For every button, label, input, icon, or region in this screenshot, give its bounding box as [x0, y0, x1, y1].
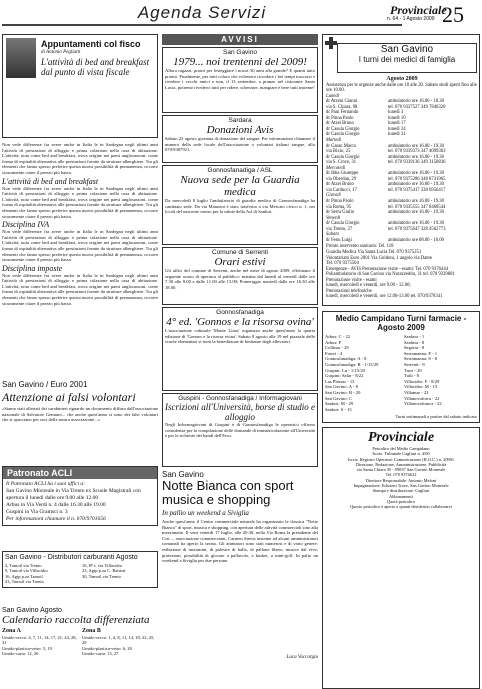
fisco-heading: Appuntamenti col fisco	[41, 39, 141, 49]
list-item: Umido-secco: 1, 4, 8, 11, 14, 18, 22, 25, 29	[82, 634, 155, 646]
schedule-name: dr Atzei Bruno	[326, 121, 354, 127]
schedule-info: lunedì 17	[388, 121, 406, 127]
schedule-name: via Roma, 95	[326, 204, 352, 210]
acli-item: San Gavino Monreale in Via Trento ex Scuole Magistrali con apertura il lunedì dalle ore 9.00 alle 12.00	[6, 488, 141, 501]
article-signature: Luca Vaccargiu	[286, 655, 318, 660]
footer-line: lunedì, mercoledì e venerdì, ore 9.00 - 12.00;	[326, 283, 411, 289]
list-item: San Gavino: C	[325, 395, 353, 401]
footer-line: Volontariato Euro 2001 Via Goldoni, 1 angolo via Dante	[326, 255, 432, 261]
issue-info: n. 64 - 1 Agosto 2009	[387, 16, 435, 22]
schedule-info: ambulatorio ore 16.00 - 18.30	[388, 99, 444, 105]
footer-line: Poliambulatorio di San Gavino via Nurazzeddu, 31 tel. 070 9339801	[326, 272, 455, 278]
list-item: Umido-carta: 12, 26	[2, 651, 39, 657]
article-kicker: San Gavino / Euro 2001	[2, 380, 88, 389]
article-title: Attenzione ai falsi volontari	[2, 390, 136, 404]
author-photo	[6, 38, 36, 78]
list-item: Villacidro: M - 15	[404, 384, 438, 390]
list-item: San Gavino: B - 29	[325, 389, 361, 395]
masthead-logo: Provinciale	[390, 3, 447, 17]
list-item: Sardara - 1	[404, 334, 425, 339]
footer-line: Guardia Medica Via Santa Lucia Tel. 070 9375251	[326, 249, 422, 255]
article-title: Notte Bianca con sport musica e shopping	[162, 478, 294, 507]
page-number: 25	[442, 2, 464, 27]
zone-b	[82, 628, 158, 657]
acli-body	[3, 479, 157, 525]
list-item: Umido-secco: 4, 7, 11, 14, 17, 21, 24, 28, 31	[2, 634, 77, 646]
acli-item: Arbus in Via Verdi n. 4 dalle 16.30 alle 19.00	[6, 502, 106, 508]
schedule-name: dr Ibba Giuseppe	[326, 171, 359, 177]
raccolta-article	[2, 607, 158, 657]
medici-body	[326, 77, 478, 300]
schedule-name: Sabato	[326, 232, 340, 238]
acli-title: Patronato ACLI	[3, 467, 157, 479]
fisco-text: Non vede differenze fra avere anche in Italia le in Sardegna negli ultimi anni l'attività di prestazioni di alloggio e prima colazione nella casa di abitazione. L'attività, nota come bed and breakfast, trova origine nei paesi anglosassoni, come forma di ospitalità alternativa alle prestazioni fornite da strutture alberghiere. Tra gli elementi che fanno spesso preferire questa nuova possibilità di permanenza, occorre sicuramente citare il prezzo più basso.	[2, 142, 158, 175]
list-item: Serramanna: F - 1	[404, 350, 438, 356]
schedule-name: via Oberdan, 29	[326, 176, 357, 182]
imprint-line: Impaginazione: Edizioni Trave, San Gavino Monreale	[353, 483, 449, 489]
schedule-name: Giovedì	[326, 193, 341, 199]
footer-line: Tel. 070 9375504	[326, 261, 359, 267]
imprint-body	[325, 446, 477, 510]
footer-line: Prenotazioni telefoniche	[326, 288, 372, 294]
schedule-info: tel. 070 9337527 349 7846320	[388, 104, 446, 110]
zone-label: Zona A	[2, 628, 21, 634]
article-body: L'associazione culturale 'Monte Linas' organizza anche quest'anno la quarta edizione di 'Gonnos e la risorsa ovina'. Sabato 8 agosto alle 19 nel piazzale delle scuole elementari si terrà la benedizione di bestiame degli allevatori.	[165, 328, 315, 345]
article-kicker: Guspini - Gonnosfanadiga / Informagiovani	[178, 395, 302, 402]
schedule-name: dr Atzeni Gianni	[326, 99, 358, 105]
list-item: Villacidro: F - 8/29	[404, 378, 440, 384]
list-item: San Gavino: A - 8	[325, 384, 358, 390]
list-item: Umido-plastica-vetro: 5, 19	[2, 645, 52, 651]
medici-footer	[326, 244, 478, 299]
article-kicker: Sardara	[228, 117, 252, 124]
medici-title-box	[337, 43, 477, 73]
schedule-row	[326, 238, 478, 244]
acli-box	[2, 466, 158, 526]
falsi-volontari-article	[2, 380, 158, 448]
distributori-list	[5, 563, 155, 585]
farmacie-title: Medio Campidano Turni farmacie - Agosto 2009	[335, 314, 467, 332]
article-kicker: San Gavino	[162, 470, 204, 479]
imprint-line: Stampa e distribuzione: Cagliari	[372, 488, 430, 494]
article-title: 4° ed. 'Gonnos e la risorsa ovina'	[166, 316, 314, 328]
list-item: Villanovafranca - 22	[404, 401, 442, 407]
fisco-subtitle: L'attività di bed and breakfast dal punto di vista fiscale	[41, 57, 150, 77]
imprint-line: Tel. 070 9376622	[385, 472, 417, 478]
article-kicker: Gonnosfanadiga / ASL	[207, 167, 273, 174]
article-title: Donazioni Avis	[206, 124, 274, 136]
list-item: Guspini: Lu - 1/15/29	[325, 367, 365, 373]
acli-item: Guspini in Via Gramsci n. 3	[6, 509, 68, 515]
list-item: Sanluri: S - 15	[325, 406, 352, 412]
notte-bianca-article	[162, 470, 318, 660]
list-item: Serrenti - 8	[404, 361, 425, 367]
schedule-name: via Trento, 27	[326, 226, 353, 232]
schedule-info: ambulatorio ore 16.00 - 19.30	[388, 210, 444, 216]
schedule-info: ambulatorio ore 16.00 - 19.30	[388, 143, 444, 149]
schedule-info: tel. 070 9339373 347 4099363	[388, 149, 446, 155]
list-item: Collinas - 29	[325, 345, 349, 351]
list-item: Gonnosfanadiga: A - 8	[325, 356, 367, 362]
farmacie-list	[325, 334, 477, 412]
avviso-avis	[162, 115, 318, 163]
article-body: Gli uffici del comune di Serrenti, anche nel mese di agosto 2009, effettuano il seguente orario di apertura al pubblico: mattina dal lunedì al venerdì dalle ore 7.30 alle 8.00 e dalle 11.00 alle 13.00; Pomeriggio martedì dalle ore 16.30 alle 18.00.	[165, 268, 315, 290]
fisco-section-heading: Disciplina IVA	[2, 220, 50, 230]
schedule-name: dr Casula Giorgio	[326, 126, 360, 132]
medici-box	[322, 34, 480, 306]
article-body: Sabato 22 agosto giornata di donazione del sangue. Per informazioni chiamare il numero della sede locale dell'associazione o volontari italiani sangue, allo 070/9387921.	[165, 136, 315, 153]
list-item: 9, Tamoil via Villacidro	[5, 568, 48, 574]
schedule-name: dr Pani Fernando	[326, 110, 359, 116]
schedule-name: Lunedì	[326, 93, 340, 99]
article-body: Da mercoledì 8 luglio l'ambulatorio di guardia medica di Gonnosfanadiga ha cambiato sede. Da via Manzoni è stato trasferito a via Mercato civico n. 1, nei locali del nascente centro per la salute della Asl di Sanluri.	[165, 198, 315, 215]
fisco-text: Non vede differenze fra avere anche in Italia le in Sardegna negli ultimi anni l'attività di prestazioni di alloggio e prima colazione nella casa di abitazione. L'attività, nota come bed and breakfast, trova origine nei paesi anglosassoni, come forma di ospitalità alternativa alle prestazioni fornite da strutture alberghiere. Tra gli elementi che fanno spesso preferire questa nuova possibilità di permanenza, occorre sicuramente citare il prezzo più basso.	[2, 272, 158, 306]
list-item: 23, Agip p.za C. Battisti	[82, 568, 126, 574]
imprint-line: Questo periodico è aperto a quanti desiderino collaborarvi	[349, 504, 453, 510]
medici-title: I turni dei medici di famiglia	[358, 55, 456, 64]
farmacie-note: Turni settimanali a partire dal sabato indicato	[395, 414, 477, 420]
schedule-info: ambulatorio ore 08.00 - 10.00	[388, 237, 444, 243]
fisco-author: di Antonio Pegliatti	[41, 50, 81, 55]
fisco-text: Non vede differenze fra avere anche in Italia le in Sardegna negli ultimi anni l'attività di prestazioni di alloggio e prima colazione nella casa di abitazione. L'attività, nota come bed and breakfast, trova origine nei paesi anglosassoni, come forma di ospitalità alternativa alle prestazioni fornite da strutture alberghiere. Tra gli elementi che fanno spesso preferire questa nuova possibilità di permanenza, occorre sicuramente citare il prezzo più basso.	[2, 185, 158, 219]
schedule-name: dr Casula Giorgio	[326, 154, 360, 160]
list-item: 30, Tamoil via Trento	[82, 573, 121, 579]
list-item: 23, Tamoil via Trento	[5, 579, 44, 585]
schedule-info: ambulatorio ore 16.00 - 19.30	[388, 154, 444, 160]
fisco-section-heading: Disciplina imposte	[2, 263, 63, 273]
article-title: Calendario raccolta differenziata	[2, 614, 150, 626]
schedule-info: ambulatorio ore 16.00 - 19.30	[388, 199, 444, 205]
farmacie-col	[325, 334, 398, 412]
article-subtitle: In pallio un weekend a Siviglia	[162, 509, 249, 517]
article-kicker: Gonnosfanadiga	[216, 309, 264, 316]
list-item: 16, Agip p.za Tamoil	[5, 573, 43, 579]
imprint-line: Iscriz. Tribunale Cagliari n. 4/00	[372, 451, 430, 457]
article-kicker: San Gavino Agosto	[2, 607, 62, 614]
schedule-name: Martedì	[326, 138, 342, 144]
medical-cross-icon	[325, 37, 337, 49]
imprint-line: Direzione, Redazione, Amministrazione, Pubblicità	[355, 461, 447, 467]
list-item: Sanluri: M - 29	[325, 401, 354, 407]
schedule-name: dr Casula Giorgio	[326, 221, 360, 227]
imprint-logo: Provinciale	[367, 430, 435, 445]
list-item: Serramanna: S - 8	[404, 356, 438, 362]
article-title: 1979... noi trentenni del 2009!	[173, 56, 307, 68]
avviso-orari	[162, 247, 318, 305]
schedule-name: dr Garau Marco	[326, 143, 356, 149]
article-body: «Siamo stati allertati dai carabinieri riguardo un documento diffuso dall'associazione nazionale di Salvatore Gennaro... che anche quest'anno si sono dei falsi volontari che si spacciano per soci della nostra associazione...»	[2, 406, 158, 423]
schedule-info: tel. 070 9375286 348 8731965	[388, 176, 446, 182]
schedule-info: ambulatorio ore 16.00 - 19.30	[388, 221, 444, 227]
farmacie-box	[322, 311, 480, 423]
footer-line: Emergenze - AVIS Prenotazione visite - esami: Tel. 070 9376444	[326, 266, 449, 272]
imprint-line: Iscriz. Registro Operatori Comunicazione (R.O.C.) n. 20901	[347, 456, 455, 462]
schedule-info: tel. 070 9375417 338 6956417	[388, 187, 446, 193]
imprint-line: Direttore Responsabile: Antonio Meloni	[365, 477, 437, 483]
schedule-name: via S. Croce, 31	[326, 160, 357, 166]
list-item: Segariu - 8	[404, 345, 425, 351]
schedule-info: lunedì 24	[388, 126, 406, 132]
article-body: Negli Informagiovani di Guspini e di Gonnosfanadiga le operatrici offrono consulenza per la compilazione delle domande di immatricolazione all'Università e per le richieste dei bandi dell'Ersu.	[165, 422, 315, 439]
article-kicker: San Gavino	[223, 49, 257, 56]
distributori-title: San Gavino - Distributori carburanti Agosto	[5, 554, 138, 561]
distributori-col	[5, 563, 78, 585]
avviso-guardia-medica	[162, 165, 318, 245]
imprint-line: Quota periodico	[386, 498, 416, 504]
zones-list	[2, 628, 158, 657]
article-body: Anche quest'anno il Centro commerciale naturale ha organizzato la classica "Notte Bianca" di sport, musica e shopping, con apertura delle attività commerciali sino alla mezzanotte. Il vent venerdì 17 luglio, alle 20.30, nella Via Roma la presidente del Ccn ... associazione commercianti, Carmen Sireus insieme ad alcuni amministratori comunali ha aperto la serata. Gli animatori sono stati numerosi e di vario genere: esibizione di motomini, di palestre di ballo, di pallone libero, musica dal vivo, proiezioni, possibilità di giocare a pallavolo, a basket, a mini-golf. In palio un weekend a Siviglia per due persone.	[162, 519, 318, 564]
list-item: Las Plassas - 15	[325, 378, 355, 384]
distributori-col	[82, 563, 155, 585]
farmacie-col	[404, 334, 477, 412]
avvisi-header: AVVISI	[162, 34, 318, 45]
imprint-line: Periodico del Medio Campidano	[372, 446, 430, 451]
schedule-name: via S. Chiara, 98	[326, 104, 358, 110]
list-item: 2, Tamoil via Trento	[5, 563, 42, 568]
imprint-line: Abbonamenti	[389, 493, 413, 499]
header-rule	[2, 24, 402, 26]
list-item: Turri - 29	[404, 367, 422, 373]
list-item: Furtei - 4	[325, 350, 343, 356]
list-item: Tuili - 8	[404, 373, 419, 379]
acli-footer: Per informazioni chiamare il n. 070/9701656	[6, 516, 106, 522]
imprint-box	[322, 427, 480, 689]
zone-a	[2, 628, 78, 657]
fisco-text: Non vede differenze fra avere anche in Italia le in Sardegna negli ultimi anni l'attività di prestazioni di alloggio e prima colazione nella casa di abitazione. L'attività, nota come bed and breakfast, trova origine nei paesi anglosassoni, come forma di ospitalità alternativa alle prestazioni fornite da strutture alberghiere. Tra gli elementi che fanno spesso preferire questa nuova possibilità di permanenza, occorre sicuramente citare il prezzo più basso.	[2, 229, 158, 263]
schedule-info: ambulatorio ore 16.00 - 19.30	[388, 171, 444, 177]
schedule-name: Mercoledì	[326, 165, 346, 171]
fisco-body	[2, 142, 158, 376]
article-title: Iscrizioni all'Università, borse di studio e alloggio	[165, 402, 315, 422]
schedule-name: Venerdì	[326, 215, 341, 221]
schedule-info: tel. 070 9335555 347 8460544	[388, 204, 446, 210]
medici-intro: Assistenza per le urgenze anche dalle ore 10 alle 20. Sabato studi aperti fino alle ore 10.00.	[326, 82, 477, 94]
medici-town: San Gavino	[380, 44, 434, 55]
schedule-info: lunedì 31	[388, 132, 406, 138]
list-item: Villanovaforru - 22	[404, 395, 440, 401]
list-item: 16, IP s. via Villacidro	[82, 563, 123, 568]
list-item: Umido-carta: 13, 27	[82, 651, 119, 657]
list-item: Sardara - 8	[404, 339, 425, 345]
footer-line: lunedì, mercoledì e venerdì, ore 12.00-13.00 tel. 070/9378341	[326, 294, 443, 300]
article-kicker: Comune di Serrenti	[212, 249, 268, 256]
section-title: Agenda Servizi	[137, 3, 267, 22]
schedule-info: tel. 070 9339136 349 3150836	[388, 160, 446, 166]
imprint-line: via Santa Chiara 35 - 09037 San Gavino Monreale	[356, 467, 446, 473]
schedule-info: lunedì 3	[388, 110, 404, 116]
schedule-name: dr Serra Giulio	[326, 210, 355, 216]
avviso-risorsa-ovina	[162, 307, 318, 391]
avviso-trentenni	[162, 47, 318, 113]
article-body: Allora ragazzi, pronti per festeggiare i nostri 30 anni alla grande? E quanti tutto pronto. Finalmente, per tutti coloro che volessero ricordare i bei tempi trascorsi e rivedere i vecchi amici e non, il 13 settembre, a pranzo nel ristorante Santa Lucia, potremo rivederci tutti per ridere, scherzare, mangiare e bere tutti insieme!	[165, 68, 315, 90]
fisco-article	[2, 34, 158, 138]
schedule-info: tel. 070 9375647 328 4562773	[388, 226, 446, 232]
medici-schedule	[326, 94, 478, 244]
schedule-name: via Carducci, 17	[326, 187, 357, 193]
distributori-box	[2, 551, 158, 588]
footer-line: Pronto intervento sanitario: Tel. 118	[326, 244, 394, 250]
schedule-info: ambulatorio ore 16.00 - 19.30	[388, 182, 444, 188]
medici-month: Agosto 2009	[386, 76, 418, 82]
schedule-name: dr Fenu Luigi	[326, 237, 352, 243]
article-title: Nuova sede per la Guardia medica	[180, 174, 300, 198]
list-item: Arbus: F	[325, 339, 342, 345]
fisco-section-heading: L'attività di bed and breakfast	[2, 176, 99, 186]
acli-intro: Il Patronato ACLI ha i suoi uffici a:	[6, 481, 85, 487]
footer-line: Prenotazione visite - esami	[326, 277, 377, 283]
schedule-name: dr Pinna Paolo	[326, 199, 354, 205]
article-title: Orari estivi	[214, 256, 266, 268]
list-item: Arbus: C - 22	[325, 334, 351, 339]
schedule-name: dr Pinna Paolo	[326, 115, 354, 121]
list-item: Guspini: Salar - 8/22	[325, 373, 364, 379]
schedule-name: dr Atzei Bruno	[326, 182, 354, 188]
schedule-name: dr Casula Giorgio	[326, 132, 360, 138]
page-header	[2, 2, 480, 30]
list-item: Villamar - 22	[404, 389, 429, 395]
list-item: Gonnosfanadiga: B - 1/15/29	[325, 361, 379, 367]
schedule-name: via Bixio, 25	[326, 149, 351, 155]
schedule-info: lunedì 10	[388, 115, 406, 121]
zone-label: Zona B	[82, 628, 101, 634]
list-item: Umido-plastica-vetro: 6, 20	[82, 645, 132, 651]
avviso-informagiovani	[162, 393, 318, 467]
